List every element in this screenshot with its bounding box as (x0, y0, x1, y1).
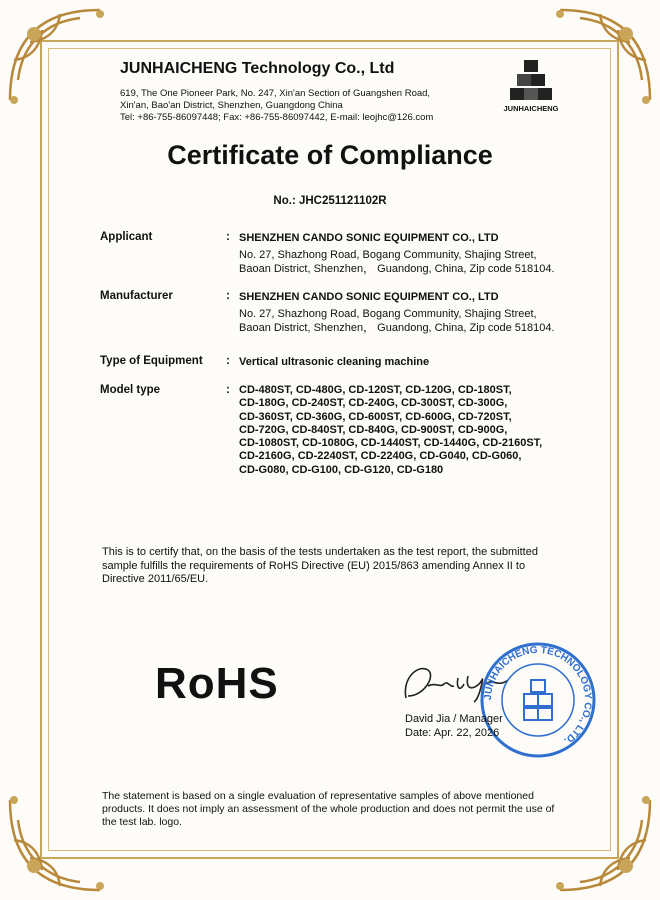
manufacturer-address-line: Baoan District, Shenzhen， Guandong, China, Zip code 518104. (239, 322, 555, 334)
model-line: CD-G080, CD-G100, CD-G120, CD-G180 (239, 463, 444, 476)
company-seal (478, 640, 598, 765)
signer-info (405, 712, 503, 740)
manufacturer-name: SHENZHEN CANDO SONIC EQUIPMENT CO., LTD (239, 291, 499, 303)
company-address-line: 619, The One Pioneer Park, No. 247, Xin'an Section of Guangshen Road, (120, 88, 431, 99)
ornament-corner-top-right (550, 0, 660, 110)
model-line: CD-480ST, CD-480G, CD-120ST, CD-120G, CD-180ST, (239, 384, 512, 396)
certification-statement: This is to certify that, on the basis of the tests undertaken as the test report, the submitted sample fulfills the requirements of RoHS Directive (EU) 2015/863 amending Annex II to Directive 2011/65/EU. (102, 546, 538, 585)
manufacturer-label: Manufacturer (100, 290, 173, 302)
rohs-mark: RoHS (155, 659, 279, 708)
company-contact-line: Tel: +86-755-86097448; Fax: +86-755-86097442, E-mail: leojhc@126.com (120, 112, 434, 123)
applicant-label: Applicant (100, 231, 153, 243)
company-logo (500, 58, 562, 113)
company-address-line: Xin'an, Bao'an District, Shenzhen, Guangdong China (120, 100, 343, 111)
equipment-label: Type of Equipment (100, 355, 203, 367)
manufacturer-value (239, 290, 555, 335)
certificate-title: Certificate of Compliance (167, 140, 493, 170)
ornament-corner-top-left (0, 0, 110, 110)
applicant-address-line: No. 27, Shazhong Road, Bogang Community, Shajing Street, (239, 249, 537, 261)
applicant-name: SHENZHEN CANDO SONIC EQUIPMENT CO., LTD (239, 232, 499, 244)
model-list (239, 384, 542, 477)
signer-name: David Jia / Manager (405, 713, 503, 725)
company-name: JUNHAICHENG Technology Co., Ltd (120, 60, 395, 77)
ornament-corner-bottom-left (0, 790, 110, 900)
certificate-number: No.: JHC251121102R (273, 195, 387, 207)
logo-text: JUNHAICHENG (503, 104, 559, 113)
svg-text:JUNHAICHENG TECHNOLOGY CO., LT: JUNHAICHENG TECHNOLOGY CO., LTD. (482, 644, 594, 747)
ornament-corner-bottom-right (550, 790, 660, 900)
model-line: CD-180G, CD-240ST, CD-240G, CD-300ST, CD-300G, (239, 397, 508, 410)
cube-logo-icon (509, 58, 553, 102)
field-colon: : (226, 384, 230, 396)
field-colon: : (226, 290, 230, 302)
manufacturer-address-line: No. 27, Shazhong Road, Bogang Community, Shajing Street, (239, 308, 537, 320)
model-line: CD-2160G, CD-2240ST, CD-2240G, CD-G040, CD-G060, (239, 450, 522, 463)
model-line: CD-720G, CD-840ST, CD-840G, CD-900ST, CD-900G, (239, 423, 508, 436)
model-line: CD-1080ST, CD-1080G, CD-1440ST, CD-1440G, CD-2160ST, (239, 437, 543, 450)
model-label: Model type (100, 384, 161, 396)
field-colon: : (226, 231, 230, 243)
applicant-value (239, 231, 555, 276)
issue-date: Date: Apr. 22, 2026 (405, 727, 500, 739)
equipment-value: Vertical ultrasonic cleaning machine (239, 356, 430, 368)
field-colon: : (226, 355, 230, 367)
disclaimer-statement: The statement is based on a single evaluation of representative samples of above mentioned products. It does not imply an assessment of the whole production and does not permit the use of the test lab. logo. (102, 790, 555, 828)
model-line: CD-360ST, CD-360G, CD-600ST, CD-600G, CD-720ST, (239, 410, 512, 423)
applicant-address-line: Baoan District, Shenzhen， Guandong, China, Zip code 518104. (239, 263, 555, 275)
